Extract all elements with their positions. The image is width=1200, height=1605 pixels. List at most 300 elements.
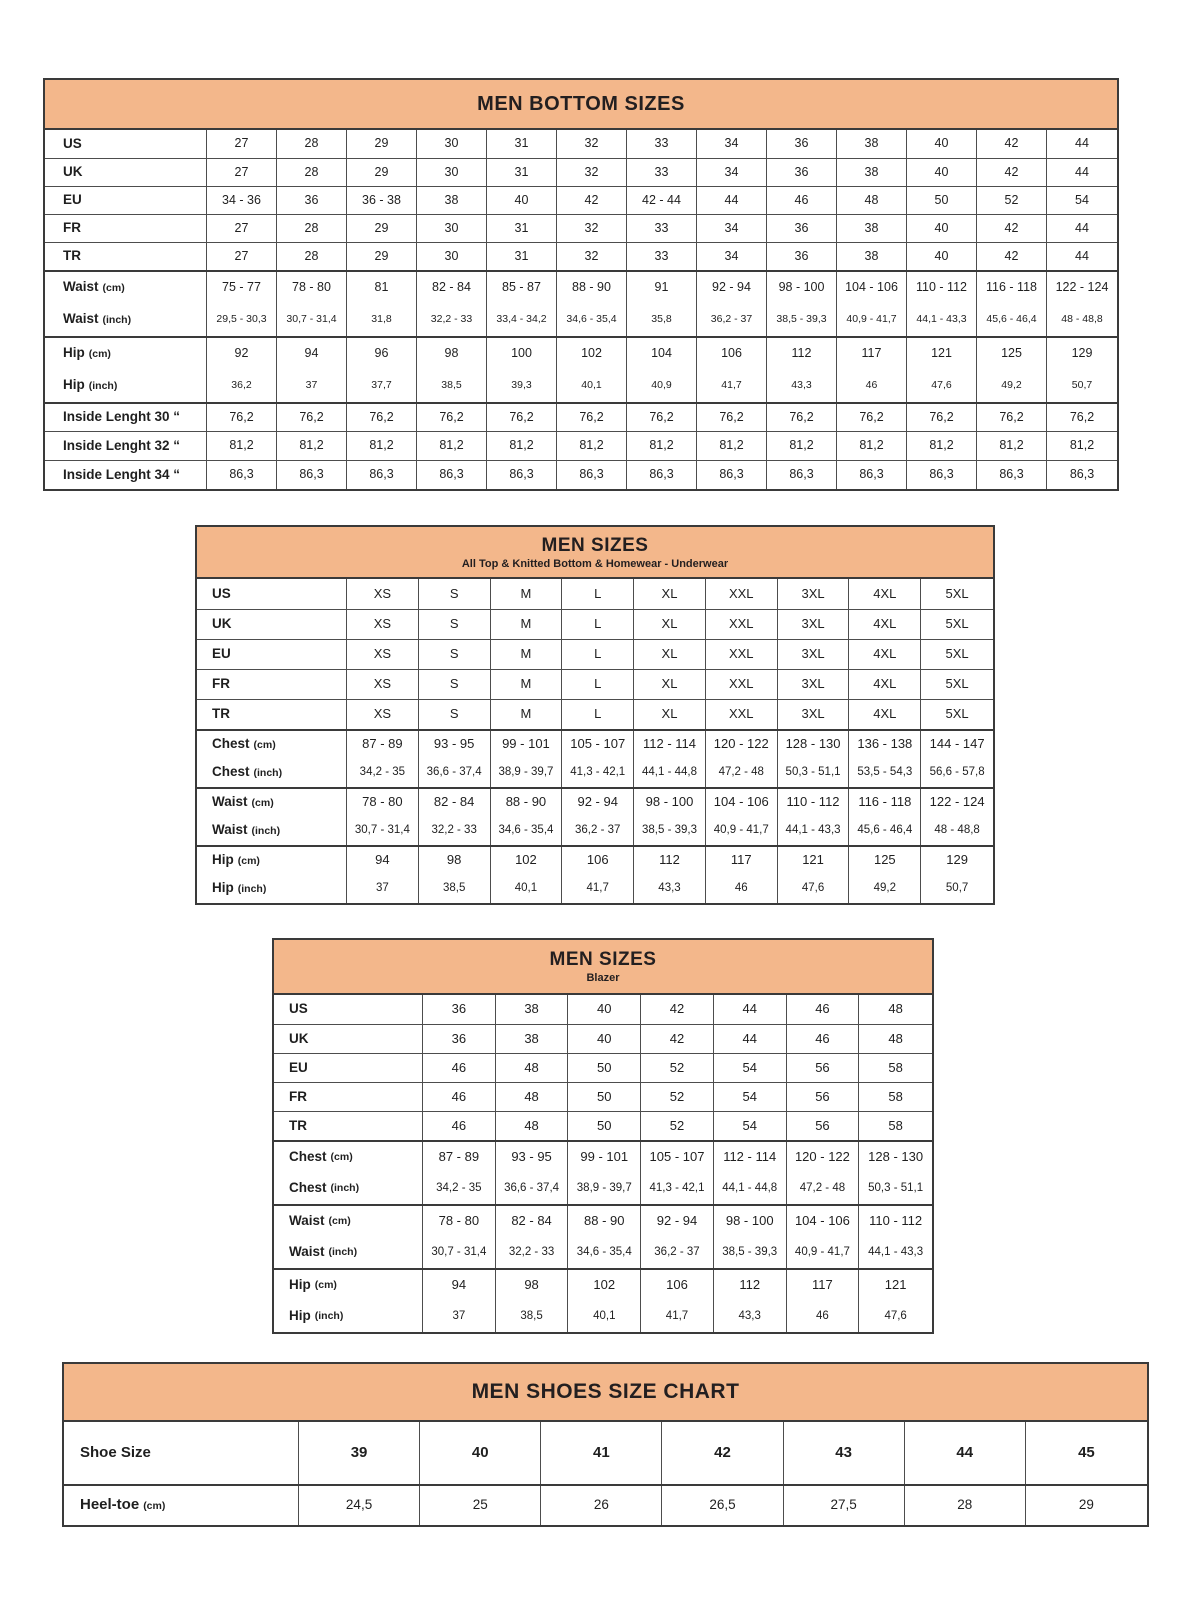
table-body	[197, 579, 993, 903]
data-cell: 112	[634, 847, 706, 874]
data-cell: 46	[837, 369, 907, 402]
data-cell: 48	[496, 1083, 569, 1111]
data-cell: 92	[207, 338, 277, 369]
data-cell: 112 - 114	[714, 1142, 787, 1172]
data-cell: 46	[767, 187, 837, 214]
data-cell: 27	[207, 243, 277, 270]
table-row	[197, 639, 993, 669]
row-label-unit: (cm)	[88, 347, 111, 360]
data-cell: 31	[487, 130, 557, 158]
data-cell: 41,7	[562, 874, 634, 903]
data-cell: 76,2	[347, 404, 417, 431]
data-cell: 117	[706, 847, 778, 874]
data-cell: 27	[207, 215, 277, 242]
data-cell: 44,1 - 43,3	[868, 1245, 924, 1258]
table-body	[64, 1422, 1147, 1525]
data-cell: 28	[277, 159, 347, 186]
data-cell: 81,2	[417, 432, 487, 460]
data-cell: 38	[837, 130, 907, 158]
table-row	[274, 1053, 932, 1082]
row-label: EU	[45, 187, 207, 214]
data-cell: 76,2	[837, 404, 907, 431]
data-cell: 104 - 106	[837, 272, 907, 303]
data-cell: 105 - 107	[562, 731, 634, 758]
data-cell: 81,2	[347, 432, 417, 460]
data-cell: 29	[347, 215, 417, 242]
data-cell: 34,2 - 35	[423, 1172, 496, 1204]
row-label: Waist (cm)	[274, 1206, 423, 1236]
data-cell: 46	[423, 1054, 496, 1082]
data-cell: 46	[787, 995, 860, 1024]
data-cell: 27	[207, 130, 277, 158]
data-cell: 34	[697, 159, 767, 186]
data-cell: 47,2 - 48	[706, 758, 778, 787]
table-title: MEN SIZES	[549, 949, 657, 970]
data-cell: 5XL	[945, 676, 969, 692]
data-cell: 34	[697, 215, 767, 242]
data-cell: 36,2 - 37	[697, 303, 767, 336]
data-cell: 106	[697, 338, 767, 369]
data-cell: 31,8	[347, 303, 417, 336]
data-cell: 116 - 118	[849, 789, 921, 816]
data-cell: 58	[888, 1088, 903, 1104]
men-shoes-size-table	[62, 1362, 1149, 1527]
data-cell: 38	[496, 1025, 569, 1053]
data-cell: XL	[634, 700, 706, 729]
data-cell: 125	[977, 338, 1047, 369]
table-row	[274, 1300, 932, 1332]
data-cell: S	[419, 579, 491, 609]
table-row	[45, 303, 1117, 336]
table-row	[197, 579, 993, 609]
data-cell: 128 - 130	[868, 1148, 924, 1164]
table-row	[197, 787, 993, 816]
data-cell: 76,2	[277, 404, 347, 431]
row-label: Hip (inch)	[45, 369, 207, 402]
row-label: TR	[274, 1112, 423, 1140]
data-cell: 42	[641, 1025, 714, 1053]
data-cell: 36	[423, 1025, 496, 1053]
data-cell: XL	[634, 610, 706, 639]
data-cell: 104 - 106	[706, 789, 778, 816]
data-cell: 44	[1075, 248, 1089, 263]
row-label: FR	[45, 215, 207, 242]
data-cell: 110 - 112	[907, 272, 977, 303]
data-cell: 86,3	[697, 461, 767, 489]
data-cell: 50,7	[945, 882, 969, 895]
data-cell: 40	[420, 1422, 541, 1484]
data-cell: 92 - 94	[641, 1206, 714, 1236]
data-cell: 4XL	[849, 579, 921, 609]
data-cell: 86,3	[977, 461, 1047, 489]
data-cell: 78 - 80	[277, 272, 347, 303]
data-cell: 46	[787, 1300, 860, 1332]
data-cell: 52	[641, 1112, 714, 1140]
data-cell: 26	[541, 1486, 662, 1525]
data-cell: 3XL	[778, 640, 850, 669]
data-cell: 29	[1078, 1497, 1094, 1513]
data-cell: 128 - 130	[778, 731, 850, 758]
data-cell: 86,3	[277, 461, 347, 489]
table-body	[45, 130, 1117, 489]
table-title: MEN SHOES SIZE CHART	[471, 1380, 740, 1403]
row-label: UK	[45, 159, 207, 186]
data-cell: M	[491, 579, 563, 609]
data-cell: 82 - 84	[419, 789, 491, 816]
data-cell: 40	[907, 130, 977, 158]
data-cell: M	[491, 670, 563, 699]
data-cell: L	[562, 670, 634, 699]
data-cell: 33	[627, 159, 697, 186]
table-row	[274, 1172, 932, 1204]
data-cell: 116 - 118	[977, 272, 1047, 303]
data-cell: 44	[1075, 164, 1089, 179]
table-row	[45, 369, 1117, 402]
row-label: US	[197, 579, 347, 609]
data-cell: 38,5 - 39,3	[634, 816, 706, 845]
data-cell: 29	[347, 130, 417, 158]
data-cell: XXL	[706, 610, 778, 639]
data-cell: 38	[496, 995, 569, 1024]
data-cell: 88 - 90	[557, 272, 627, 303]
data-cell: 36	[767, 215, 837, 242]
data-cell: 45,6 - 46,4	[977, 303, 1047, 336]
data-cell: 27,5	[784, 1486, 905, 1525]
data-cell: 50,3 - 51,1	[868, 1181, 924, 1194]
data-cell: 44,1 - 43,3	[907, 303, 977, 336]
data-cell: 36 - 38	[347, 187, 417, 214]
table-row	[274, 1204, 932, 1236]
data-cell: 50	[907, 187, 977, 214]
data-cell: 86,3	[767, 461, 837, 489]
data-cell: 82 - 84	[417, 272, 487, 303]
data-cell: 48 - 48,8	[1061, 312, 1103, 325]
data-cell: 129	[1071, 345, 1093, 360]
data-cell: 81,2	[1069, 438, 1095, 453]
table-row	[197, 669, 993, 699]
data-cell: 44,1 - 44,8	[634, 758, 706, 787]
data-cell: 41,3 - 42,1	[562, 758, 634, 787]
row-label-unit: (inch)	[314, 1310, 344, 1323]
data-cell: 5XL	[945, 585, 969, 601]
data-cell: 87 - 89	[423, 1142, 496, 1172]
row-label: Waist (inch)	[197, 816, 347, 845]
data-cell: M	[491, 700, 563, 729]
data-cell: 122 - 124	[1055, 279, 1109, 294]
data-cell: 39	[299, 1422, 420, 1484]
table-row	[45, 130, 1117, 158]
data-cell: 46	[423, 1083, 496, 1111]
data-cell: 42	[557, 187, 627, 214]
data-cell: 40	[907, 243, 977, 270]
table-header	[64, 1364, 1147, 1422]
data-cell: 52	[641, 1054, 714, 1082]
data-cell: 50,7	[1071, 378, 1093, 391]
row-label: EU	[197, 640, 347, 669]
data-cell: 36	[423, 995, 496, 1024]
data-cell: 48	[888, 1001, 903, 1017]
data-cell: 41,3 - 42,1	[641, 1172, 714, 1204]
data-cell: 4XL	[849, 700, 921, 729]
data-cell: 117	[787, 1270, 860, 1300]
data-cell: 121	[907, 338, 977, 369]
row-label-unit: (cm)	[253, 738, 276, 751]
data-cell: 47,6	[778, 874, 850, 903]
data-cell: 43,3	[634, 874, 706, 903]
data-cell: 40,9 - 41,7	[837, 303, 907, 336]
data-cell: 75 - 77	[207, 272, 277, 303]
data-cell: 117	[837, 338, 907, 369]
table-row	[197, 699, 993, 729]
data-cell: 94	[423, 1270, 496, 1300]
data-cell: 47,6	[884, 1309, 907, 1322]
men-bottom-sizes-table	[43, 78, 1119, 491]
data-cell: 54	[714, 1054, 787, 1082]
data-cell: 56	[787, 1054, 860, 1082]
data-cell: 105 - 107	[641, 1142, 714, 1172]
row-label-unit: (cm)	[237, 854, 260, 867]
data-cell: 34,6 - 35,4	[557, 303, 627, 336]
row-label: Hip (cm)	[274, 1270, 423, 1300]
row-label-unit: (cm)	[102, 281, 125, 294]
data-cell: 46	[423, 1112, 496, 1140]
data-cell: 37	[277, 369, 347, 402]
data-cell: 92 - 94	[697, 272, 767, 303]
data-cell: 122 - 124	[929, 794, 985, 810]
data-cell: S	[419, 700, 491, 729]
table-row	[197, 729, 993, 758]
row-label: Waist (inch)	[274, 1236, 423, 1268]
data-cell: L	[562, 610, 634, 639]
data-cell: 98 - 100	[767, 272, 837, 303]
row-label: Hip (cm)	[45, 338, 207, 369]
data-cell: 81	[347, 272, 417, 303]
data-cell: 120 - 122	[706, 731, 778, 758]
data-cell: 44	[714, 1025, 787, 1053]
data-cell: 40	[568, 1025, 641, 1053]
data-cell: 38,5 - 39,3	[714, 1236, 787, 1268]
data-cell: 33	[627, 130, 697, 158]
data-cell: 4XL	[849, 640, 921, 669]
data-cell: XS	[347, 579, 419, 609]
table-subtitle: All Top & Knitted Bottom & Homewear - Underwear	[461, 557, 729, 570]
data-cell: 26,5	[662, 1486, 783, 1525]
data-cell: 30,7 - 31,4	[423, 1236, 496, 1268]
data-cell: 36,2 - 37	[562, 816, 634, 845]
data-cell: 32	[557, 159, 627, 186]
table-row	[197, 758, 993, 787]
data-cell: 24,5	[299, 1486, 420, 1525]
data-cell: 33	[627, 215, 697, 242]
data-cell: 32	[557, 215, 627, 242]
data-cell: 88 - 90	[491, 789, 563, 816]
data-cell: 38,9 - 39,7	[568, 1172, 641, 1204]
data-cell: M	[491, 640, 563, 669]
table-title: MEN BOTTOM SIZES	[477, 92, 685, 115]
data-cell: 38	[837, 215, 907, 242]
data-cell: 40	[907, 215, 977, 242]
data-cell: 121	[884, 1276, 907, 1292]
data-cell: 76,2	[977, 404, 1047, 431]
table-header	[45, 80, 1117, 130]
data-cell: XXL	[706, 700, 778, 729]
data-cell: 40,1	[557, 369, 627, 402]
data-cell: 76,2	[417, 404, 487, 431]
data-cell: 54	[714, 1083, 787, 1111]
row-label-unit: (inch)	[102, 313, 132, 326]
data-cell: 4XL	[849, 670, 921, 699]
data-cell: XL	[634, 579, 706, 609]
row-label: Hip (cm)	[197, 847, 347, 874]
data-cell: 86,3	[487, 461, 557, 489]
data-cell: 37	[423, 1300, 496, 1332]
data-cell: 98	[419, 847, 491, 874]
data-cell: 38,5 - 39,3	[767, 303, 837, 336]
data-cell: 36,6 - 37,4	[419, 758, 491, 787]
data-cell: 38,9 - 39,7	[491, 758, 563, 787]
data-cell: 86,3	[837, 461, 907, 489]
data-cell: 98 - 100	[634, 789, 706, 816]
row-label-unit: (cm)	[314, 1279, 337, 1292]
data-cell: 106	[562, 847, 634, 874]
data-cell: XS	[347, 640, 419, 669]
data-cell: 86,3	[207, 461, 277, 489]
data-cell: 34	[697, 243, 767, 270]
data-cell: 88 - 90	[568, 1206, 641, 1236]
table-row	[197, 816, 993, 845]
data-cell: 36	[767, 243, 837, 270]
data-cell: 49,2	[977, 369, 1047, 402]
row-label-unit: (inch)	[330, 1182, 360, 1195]
table-row	[64, 1484, 1147, 1525]
table-row	[45, 270, 1117, 303]
men-sizes-blazer-table	[272, 938, 934, 1334]
data-cell: XS	[347, 670, 419, 699]
data-cell: 29	[347, 159, 417, 186]
data-cell: 99 - 101	[491, 731, 563, 758]
data-cell: 43,3	[767, 369, 837, 402]
row-label: Inside Lenght 32 “	[45, 432, 207, 460]
data-cell: 81,2	[697, 432, 767, 460]
table-subtitle: Blazer	[586, 972, 620, 984]
data-cell: 104 - 106	[787, 1206, 860, 1236]
data-cell: 36,6 - 37,4	[496, 1172, 569, 1204]
data-cell: 92 - 94	[562, 789, 634, 816]
table-row	[64, 1422, 1147, 1484]
data-cell: 78 - 80	[423, 1206, 496, 1236]
data-cell: 38	[837, 243, 907, 270]
data-cell: 76,2	[207, 404, 277, 431]
row-label-unit: (cm)	[328, 1215, 351, 1228]
data-cell: 3XL	[778, 579, 850, 609]
data-cell: 96	[347, 338, 417, 369]
row-label: EU	[274, 1054, 423, 1082]
data-cell: 76,2	[627, 404, 697, 431]
data-cell: 81,2	[907, 432, 977, 460]
data-cell: 40,9 - 41,7	[706, 816, 778, 845]
data-cell: 86,3	[907, 461, 977, 489]
data-cell: 76,2	[767, 404, 837, 431]
data-cell: 40,9	[627, 369, 697, 402]
data-cell: 136 - 138	[849, 731, 921, 758]
row-label: Hip (inch)	[197, 874, 347, 903]
data-cell: 38,5	[417, 369, 487, 402]
data-cell: 81,2	[837, 432, 907, 460]
data-cell: 32,2 - 33	[417, 303, 487, 336]
data-cell: 81,2	[557, 432, 627, 460]
data-cell: 81,2	[487, 432, 557, 460]
data-cell: 31	[487, 215, 557, 242]
data-cell: L	[562, 700, 634, 729]
data-cell: L	[562, 640, 634, 669]
data-cell: 93 - 95	[496, 1142, 569, 1172]
table-row	[274, 1082, 932, 1111]
data-cell: 32	[557, 243, 627, 270]
data-cell: 42	[641, 995, 714, 1024]
row-label: US	[45, 130, 207, 158]
data-cell: 44	[1075, 220, 1089, 235]
data-cell: 38,5	[419, 874, 491, 903]
data-cell: 42 - 44	[627, 187, 697, 214]
data-cell: 39,3	[487, 369, 557, 402]
table-row	[45, 460, 1117, 489]
data-cell: 36	[277, 187, 347, 214]
row-label: Waist (inch)	[45, 303, 207, 336]
data-cell: 33	[627, 243, 697, 270]
data-cell: 112	[714, 1270, 787, 1300]
table-row	[45, 402, 1117, 431]
data-cell: 47,2 - 48	[787, 1172, 860, 1204]
table-row	[274, 1111, 932, 1140]
row-label-unit: (inch)	[253, 766, 283, 779]
data-cell: 86,3	[347, 461, 417, 489]
data-cell: 42	[977, 243, 1047, 270]
data-cell: 44,1 - 43,3	[778, 816, 850, 845]
row-label: US	[274, 995, 423, 1024]
data-cell: 110 - 112	[778, 789, 850, 816]
data-cell: 76,2	[487, 404, 557, 431]
row-label: Heel-toe (cm)	[64, 1486, 299, 1525]
data-cell: 36	[767, 159, 837, 186]
data-cell: 102	[568, 1270, 641, 1300]
data-cell: 48	[837, 187, 907, 214]
row-label: TR	[197, 700, 347, 729]
row-label-unit: (cm)	[143, 1499, 166, 1512]
data-cell: S	[419, 640, 491, 669]
data-cell: 49,2	[849, 874, 921, 903]
table-row	[274, 1236, 932, 1268]
row-label-unit: (inch)	[88, 379, 118, 392]
data-cell: 40,1	[568, 1300, 641, 1332]
data-cell: 100	[487, 338, 557, 369]
row-label: Waist (cm)	[197, 789, 347, 816]
table-row	[197, 874, 993, 903]
data-cell: 45,6 - 46,4	[849, 816, 921, 845]
table-row	[197, 609, 993, 639]
data-cell: 98	[417, 338, 487, 369]
row-label: Chest (cm)	[274, 1142, 423, 1172]
data-cell: 91	[627, 272, 697, 303]
data-cell: 104	[627, 338, 697, 369]
data-cell: 125	[849, 847, 921, 874]
data-cell: 48	[496, 1112, 569, 1140]
data-cell: 52	[641, 1083, 714, 1111]
data-cell: 46	[787, 1025, 860, 1053]
data-cell: 58	[888, 1059, 903, 1075]
row-label: UK	[274, 1025, 423, 1053]
data-cell: 31	[487, 243, 557, 270]
data-cell: 33,4 - 34,2	[487, 303, 557, 336]
